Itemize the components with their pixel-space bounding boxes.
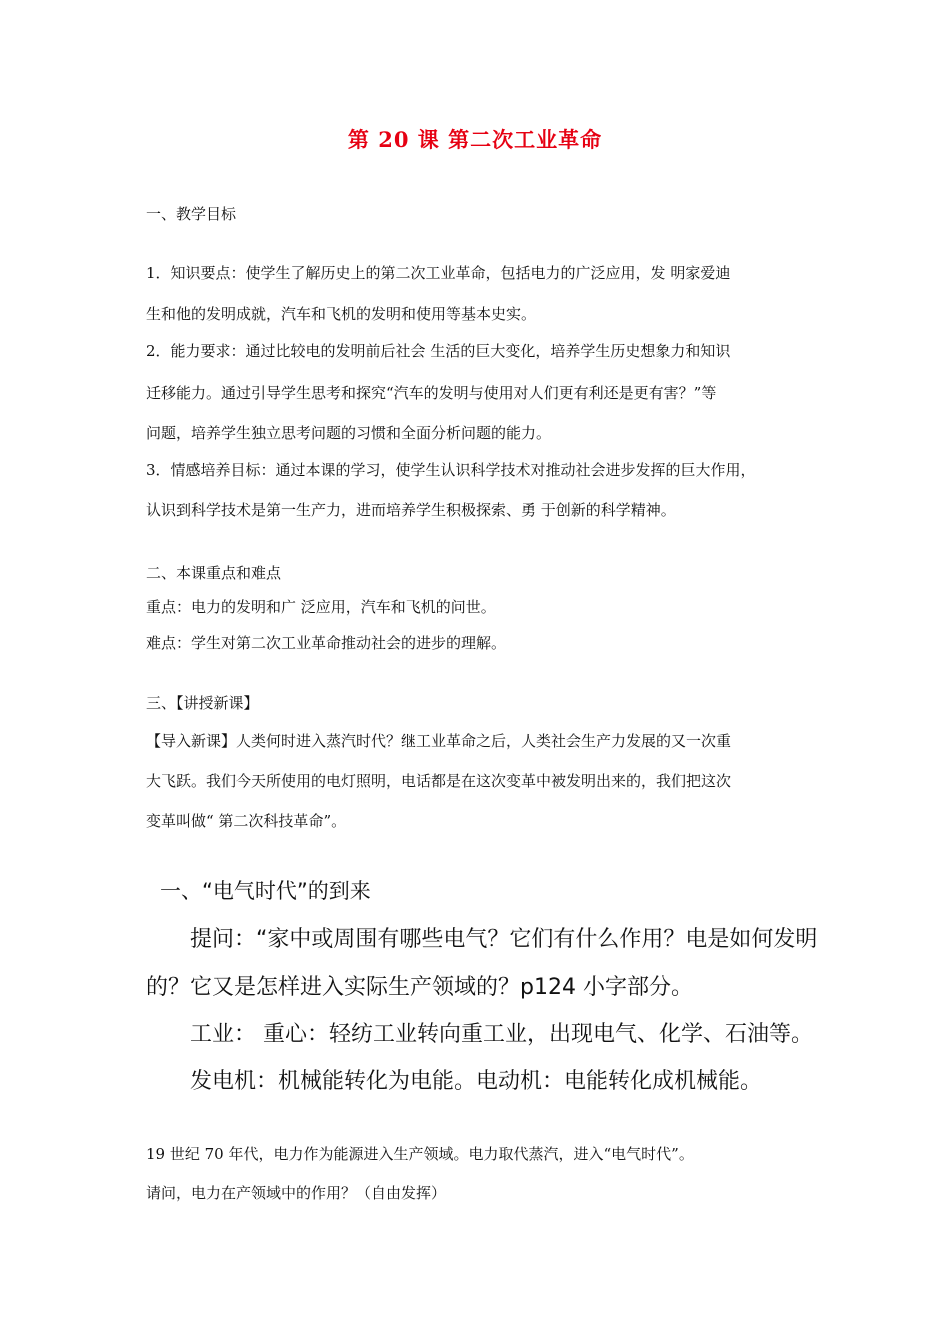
intro-line-2: 大飞跃。我们今天所使用的电灯照明，电话都是在这次变革中被发明出来的，我们把这次 (146, 772, 732, 790)
slide-question-line-1: 提问：“家中或周围有哪些电气？它们有什么作用？电是如何发明 (190, 927, 818, 952)
slide-generator-line: 发电机：机械能转化为电能。电动机：电能转化成机械能。 (190, 1069, 763, 1094)
slide-question-line-2: 的？它又是怎样进入实际生产领域的？p124 小字部分。 (146, 975, 693, 1000)
objective-2-line-1: 2．能力要求：通过比较电的发明前后社会 生活的巨大变化，培养学生历史想象力和知识 (146, 342, 731, 360)
objective-2-line-3: 问题，培养学生独立思考问题的习惯和全面分析问题的能力。 (146, 424, 552, 442)
difficult-point: 难点：学生对第二次工业革命推动社会的进步的理解。 (146, 634, 507, 652)
objective-3-line-2: 认识到科学技术是第一生产力，进而培养学生积极探索、勇 于创新的科学精神。 (146, 501, 676, 519)
lesson-title: 第 20 课 第二次工业革命 (347, 127, 603, 152)
section3-heading: 三、【讲授新课】 (146, 694, 259, 712)
footer-line-2: 请问，电力在产领域中的作用？（自由发挥） (146, 1184, 447, 1202)
objective-2-line-2: 迁移能力。通过引导学生思考和探究“汽车的发明与使用对人们更有利还是更有害？”等 (146, 384, 717, 402)
section2-heading: 二、本课重点和难点 (146, 564, 282, 582)
key-point: 重点：电力的发明和广 泛应用，汽车和飞机的问世。 (146, 598, 496, 616)
slide-heading: 一、“电气时代”的到来 (160, 879, 371, 903)
intro-line-3: 变革叫做“ 第二次科技革命”。 (146, 812, 347, 830)
intro-line-1: 【导入新课】人类何时进入蒸汽时代？继工业革命之后，人类社会生产力发展的又一次重 (146, 732, 732, 750)
objective-3-line-1: 3．情感培养目标：通过本课的学习，使学生认识科学技术对推动社会进步发挥的巨大作用， (146, 461, 756, 479)
objective-1-line-1: 1．知识要点：使学生了解历史上的第二次工业革命，包括电力的广泛应用，发 明家爱迪 (146, 264, 731, 282)
section1-heading: 一、教学目标 (146, 205, 237, 223)
footer-line-1: 19 世纪 70 年代，电力作为能源进入生产领域。电力取代蒸汽，进入“电气时代”。 (146, 1145, 694, 1163)
objective-1-line-2: 生和他的发明成就，汽车和飞机的发明和使用等基本史实。 (146, 305, 537, 323)
slide-industry-line: 工业： 重心：轻纺工业转向重工业，出现电气、化学、石油等。 (190, 1022, 813, 1047)
